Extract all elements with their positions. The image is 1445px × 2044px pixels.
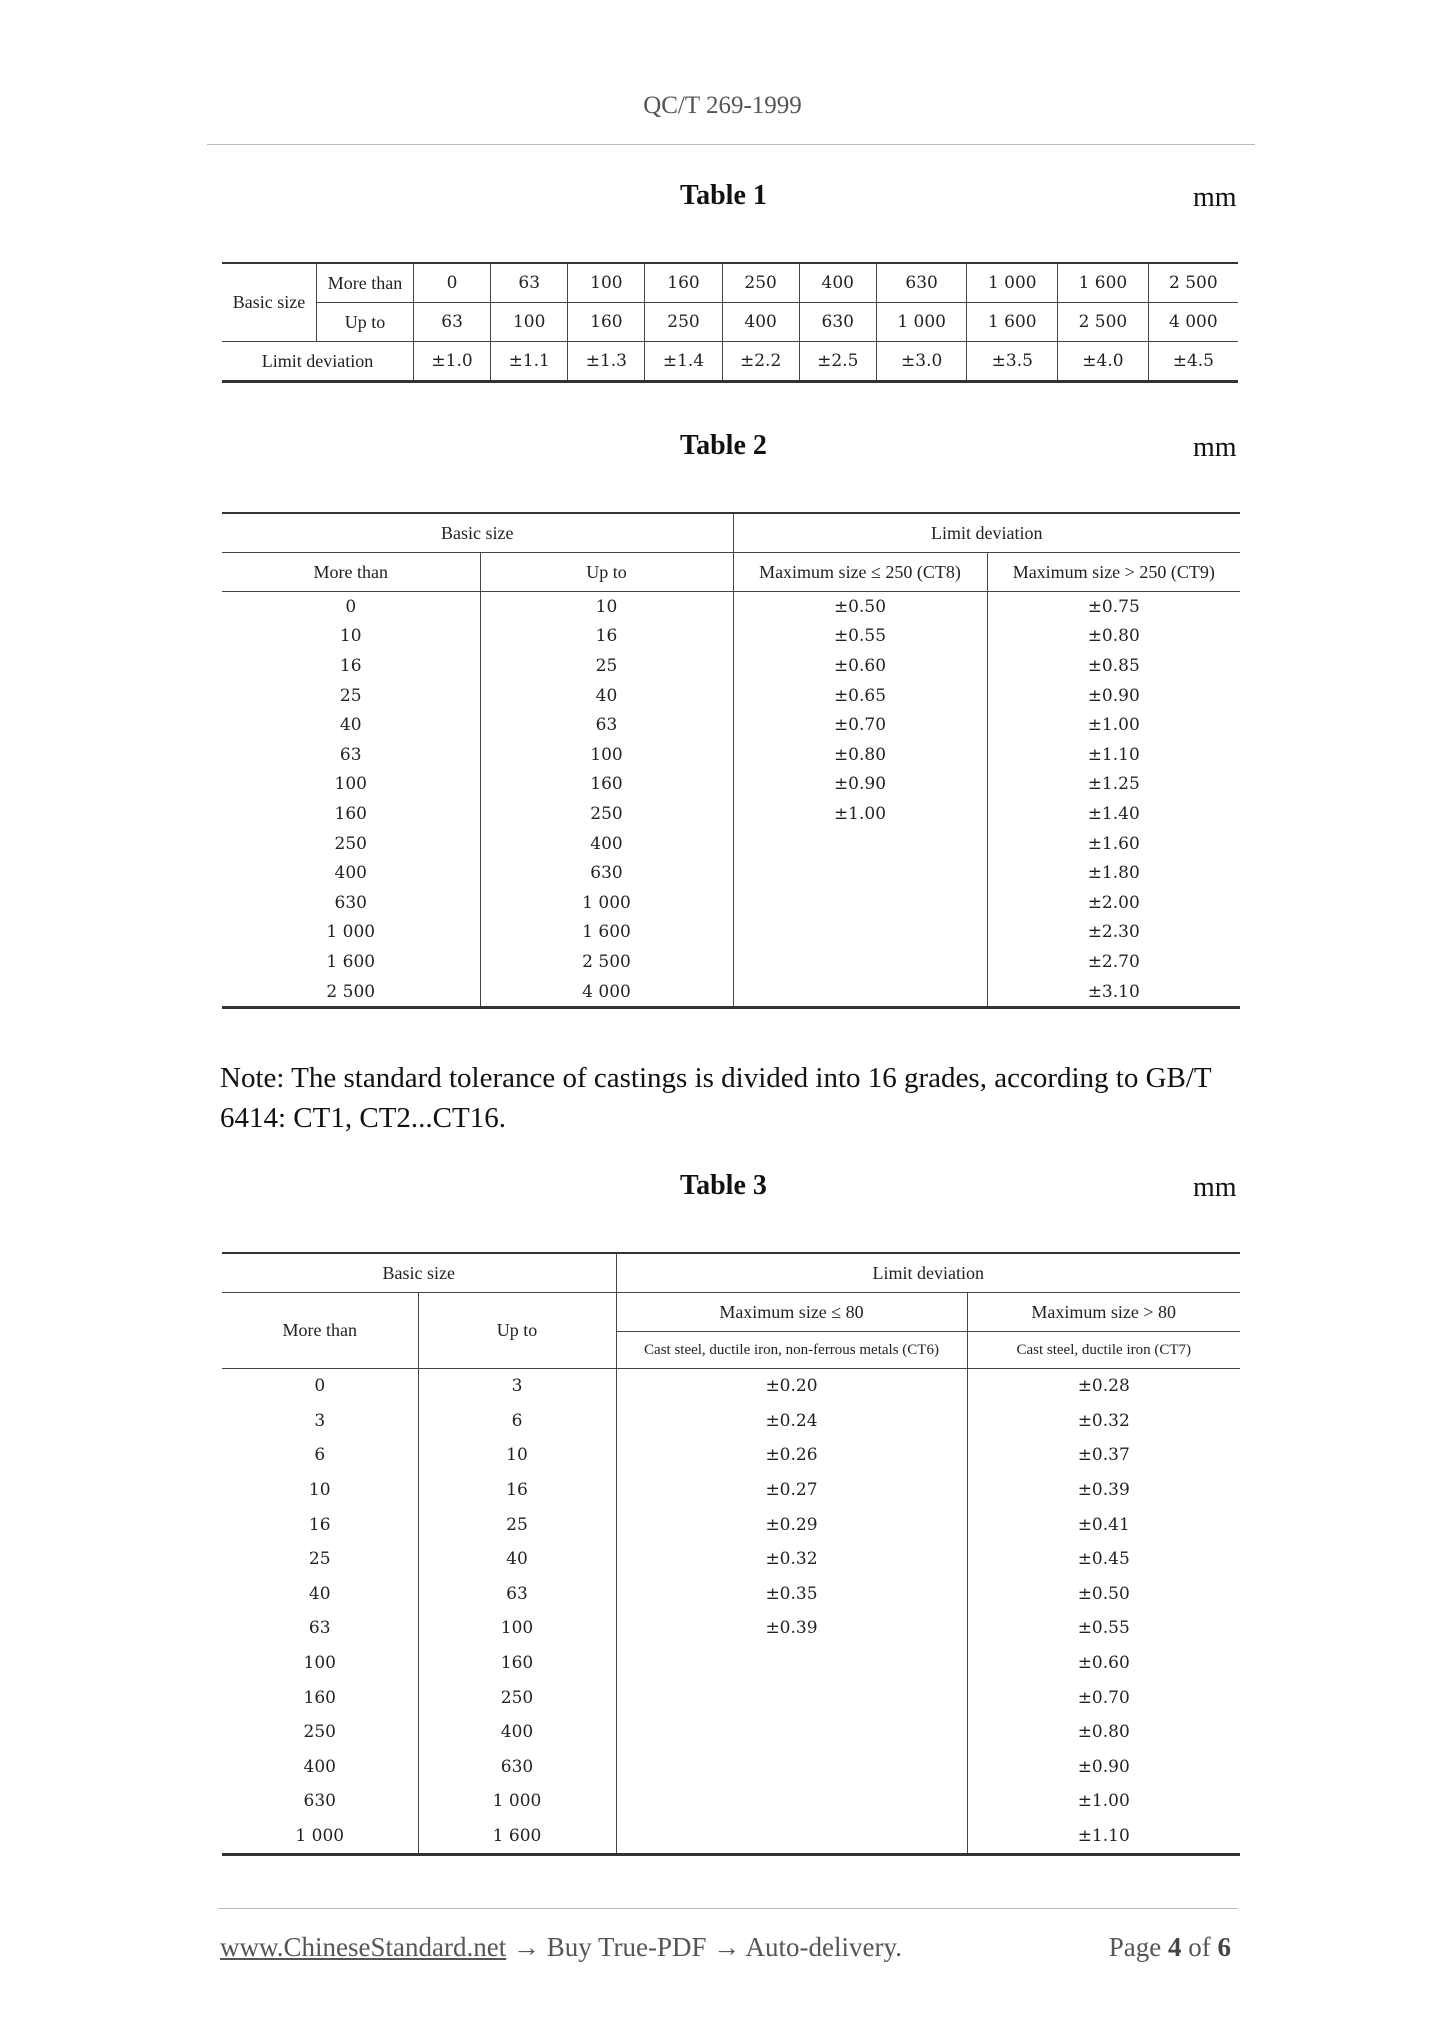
footer-rule bbox=[218, 1908, 1238, 1909]
table1-limit-cell: ±1.0 bbox=[414, 342, 491, 382]
up-to-cell: 25 bbox=[480, 651, 733, 681]
up-to-cell: 63 bbox=[418, 1577, 616, 1612]
ct9-deviation-cell: ±0.85 bbox=[987, 651, 1240, 681]
ct8-deviation-cell bbox=[733, 888, 987, 918]
table2-title: Table 2 bbox=[680, 430, 767, 461]
more-than-cell: 1 600 bbox=[326, 951, 376, 972]
table2-ct9-header: Maximum size > 250 (CT9) bbox=[987, 553, 1240, 592]
table-row bbox=[222, 888, 1240, 918]
table-row bbox=[222, 710, 1240, 740]
table1-up-to-label: Up to bbox=[317, 303, 414, 342]
table3 bbox=[222, 1252, 1240, 1856]
table-row bbox=[222, 1646, 1240, 1681]
table1-up-to-cell: 2 500 bbox=[1058, 303, 1149, 342]
up-to-cell: 100 bbox=[480, 740, 733, 770]
more-than-cell: 16 bbox=[339, 655, 362, 676]
table3-up-to-header: Up to bbox=[418, 1293, 616, 1369]
ct7-deviation-cell: ±0.90 bbox=[967, 1750, 1240, 1785]
ct6-deviation-cell: ±0.29 bbox=[616, 1507, 967, 1542]
more-than-cell: 0 bbox=[314, 1376, 326, 1397]
ct8-deviation-cell: ±0.65 bbox=[733, 681, 987, 711]
up-to-cell: 630 bbox=[418, 1750, 616, 1785]
ct6-deviation-cell bbox=[616, 1819, 967, 1855]
ct7-deviation-cell: ±0.55 bbox=[967, 1611, 1240, 1646]
table3-ct6-subheader: Cast steel, ductile iron, non-ferrous metals (CT6) bbox=[616, 1332, 967, 1369]
up-to-cell: 250 bbox=[480, 799, 733, 829]
chinesestandard-link[interactable]: www.ChineseStandard.net bbox=[220, 1932, 507, 1962]
table-row bbox=[222, 1369, 1240, 1404]
ct9-deviation-cell: ±1.10 bbox=[987, 740, 1240, 770]
table-row bbox=[222, 651, 1240, 681]
more-than-cell: 100 bbox=[334, 774, 367, 795]
table-row bbox=[222, 1784, 1240, 1819]
ct8-deviation-cell bbox=[733, 977, 987, 1008]
document-id: QC/T 269-1999 bbox=[643, 92, 802, 119]
table2-unit: mm bbox=[1193, 432, 1237, 463]
ct9-deviation-cell: ±2.70 bbox=[987, 947, 1240, 977]
table1-limit-cell: ±3.5 bbox=[967, 342, 1058, 382]
ct7-deviation-cell: ±0.70 bbox=[967, 1680, 1240, 1715]
ct9-deviation-cell: ±1.40 bbox=[987, 799, 1240, 829]
ct8-deviation-cell bbox=[733, 918, 987, 948]
table-row bbox=[222, 681, 1240, 711]
table1-up-to-cell: 160 bbox=[568, 303, 645, 342]
ct7-deviation-cell: ±0.41 bbox=[967, 1507, 1240, 1542]
up-to-cell: 10 bbox=[418, 1438, 616, 1473]
table3-ct7-subheader: Cast steel, ductile iron (CT7) bbox=[967, 1332, 1240, 1369]
table3-title: Table 3 bbox=[680, 1170, 767, 1201]
table1-limit-cell: ±1.4 bbox=[645, 342, 722, 382]
table1-up-to-cell: 1 000 bbox=[876, 303, 967, 342]
table2-body bbox=[222, 592, 1240, 1008]
ct8-deviation-cell: ±0.70 bbox=[733, 710, 987, 740]
table-row bbox=[222, 1542, 1240, 1577]
up-to-cell: 1 000 bbox=[418, 1784, 616, 1819]
table1-up-to-cell: 400 bbox=[722, 303, 799, 342]
table1-limit-cell: ±4.5 bbox=[1148, 342, 1238, 382]
table1-unit: mm bbox=[1193, 182, 1237, 213]
ct7-deviation-cell: ±0.60 bbox=[967, 1646, 1240, 1681]
ct7-deviation-cell: ±0.45 bbox=[967, 1542, 1240, 1577]
ct8-deviation-cell bbox=[733, 858, 987, 888]
up-to-cell: 16 bbox=[418, 1473, 616, 1508]
ct9-deviation-cell: ±1.80 bbox=[987, 858, 1240, 888]
table1-more-than-cell: 1 600 bbox=[1058, 263, 1149, 303]
more-than-cell: 630 bbox=[303, 1791, 336, 1812]
ct7-deviation-cell: ±1.10 bbox=[967, 1819, 1240, 1855]
table-row bbox=[222, 740, 1240, 770]
more-than-cell: 40 bbox=[339, 715, 362, 736]
footer-left bbox=[220, 1932, 902, 1963]
ct6-deviation-cell bbox=[616, 1784, 967, 1819]
up-to-cell: 40 bbox=[418, 1542, 616, 1577]
table1-limit-cell: ±4.0 bbox=[1058, 342, 1149, 382]
table3-over80-header: Maximum size > 80 bbox=[967, 1293, 1240, 1332]
more-than-cell: 63 bbox=[339, 744, 362, 765]
table2-limit-deviation-header: Limit deviation bbox=[733, 513, 1240, 553]
more-than-cell: 0 bbox=[345, 596, 357, 617]
table1-more-than-cell: 63 bbox=[491, 263, 568, 303]
table1 bbox=[222, 262, 1238, 383]
up-to-cell: 100 bbox=[418, 1611, 616, 1646]
up-to-cell: 4 000 bbox=[480, 977, 733, 1008]
table2 bbox=[222, 512, 1240, 1009]
ct6-deviation-cell bbox=[616, 1646, 967, 1681]
table-row bbox=[222, 1750, 1240, 1785]
more-than-cell: 25 bbox=[308, 1549, 331, 1570]
more-than-cell: 40 bbox=[308, 1583, 331, 1604]
table3-body bbox=[222, 1369, 1240, 1855]
more-than-cell: 250 bbox=[334, 833, 367, 854]
table-row bbox=[222, 947, 1240, 977]
up-to-cell: 10 bbox=[480, 592, 733, 622]
ct8-deviation-cell: ±0.60 bbox=[733, 651, 987, 681]
header-rule bbox=[207, 144, 1255, 145]
more-than-cell: 25 bbox=[339, 685, 362, 706]
table3-limit-deviation-header: Limit deviation bbox=[616, 1253, 1240, 1293]
ct9-deviation-cell: ±0.80 bbox=[987, 622, 1240, 652]
page-word: Page bbox=[1108, 1932, 1162, 1962]
table1-more-than-cell: 100 bbox=[568, 263, 645, 303]
table1-up-to-cell: 1 600 bbox=[967, 303, 1058, 342]
page-total: 6 bbox=[1217, 1932, 1231, 1962]
ct9-deviation-cell: ±3.10 bbox=[987, 977, 1240, 1008]
ct8-deviation-cell: ±0.90 bbox=[733, 770, 987, 800]
table1-up-to-cell: 100 bbox=[491, 303, 568, 342]
table1-limit-label: Limit deviation bbox=[222, 342, 414, 382]
table-row bbox=[222, 1577, 1240, 1612]
more-than-cell: 1 000 bbox=[326, 922, 376, 943]
up-to-cell: 2 500 bbox=[480, 947, 733, 977]
table3-unit: mm bbox=[1193, 1172, 1237, 1203]
ct7-deviation-cell: ±0.37 bbox=[967, 1438, 1240, 1473]
table1-limit-cell: ±1.3 bbox=[568, 342, 645, 382]
table1-title: Table 1 bbox=[680, 180, 767, 211]
table2-more-than-header: More than bbox=[222, 553, 480, 592]
more-than-cell: 400 bbox=[303, 1756, 336, 1777]
more-than-cell: 250 bbox=[303, 1722, 336, 1743]
up-to-cell: 1 600 bbox=[418, 1819, 616, 1855]
table1-more-than-cell: 400 bbox=[799, 263, 876, 303]
ct6-deviation-cell bbox=[616, 1680, 967, 1715]
table-row bbox=[222, 1611, 1240, 1646]
ct6-deviation-cell: ±0.39 bbox=[616, 1611, 967, 1646]
ct9-deviation-cell: ±2.00 bbox=[987, 888, 1240, 918]
table1-more-than-cell: 630 bbox=[876, 263, 967, 303]
ct8-deviation-cell bbox=[733, 829, 987, 859]
ct6-deviation-cell: ±0.32 bbox=[616, 1542, 967, 1577]
table-row bbox=[222, 1507, 1240, 1542]
ct6-deviation-cell: ±0.24 bbox=[616, 1404, 967, 1439]
ct9-deviation-cell: ±2.30 bbox=[987, 918, 1240, 948]
ct8-deviation-cell: ±0.50 bbox=[733, 592, 987, 622]
table2-basic-size-header: Basic size bbox=[222, 513, 733, 553]
more-than-cell: 1 000 bbox=[295, 1826, 345, 1847]
table1-limit-cell: ±2.2 bbox=[722, 342, 799, 382]
page-indicator bbox=[1109, 1932, 1231, 1963]
up-to-cell: 63 bbox=[480, 710, 733, 740]
table1-more-than-cell: 160 bbox=[645, 263, 722, 303]
ct7-deviation-cell: ±0.28 bbox=[967, 1369, 1240, 1404]
table-note: Note: The standard tolerance of castings is divided into 16 grades, according to GB/T 6414: CT1, CT2...CT16. bbox=[220, 1062, 1212, 1134]
of-word: of bbox=[1188, 1932, 1211, 1962]
table-row bbox=[222, 592, 1240, 622]
table2-up-to-header: Up to bbox=[480, 553, 733, 592]
up-to-cell: 40 bbox=[480, 681, 733, 711]
ct8-deviation-cell: ±1.00 bbox=[733, 799, 987, 829]
table-row bbox=[222, 1819, 1240, 1855]
table3-basic-size-header: Basic size bbox=[222, 1253, 616, 1293]
more-than-cell: 10 bbox=[308, 1480, 331, 1501]
table3-more-than-header: More than bbox=[222, 1293, 418, 1369]
table1-more-than-cell: 2 500 bbox=[1148, 263, 1238, 303]
table2-ct8-header: Maximum size ≤ 250 (CT8) bbox=[733, 553, 987, 592]
ct6-deviation-cell: ±0.20 bbox=[616, 1369, 967, 1404]
table-row bbox=[222, 1680, 1240, 1715]
table-row bbox=[222, 977, 1240, 1008]
table1-up-to-cell: 250 bbox=[645, 303, 722, 342]
more-than-cell: 160 bbox=[334, 803, 367, 824]
more-than-cell: 160 bbox=[303, 1687, 336, 1708]
table-row bbox=[222, 918, 1240, 948]
ct7-deviation-cell: ±0.32 bbox=[967, 1404, 1240, 1439]
more-than-cell: 3 bbox=[314, 1410, 326, 1431]
ct8-deviation-cell: ±0.55 bbox=[733, 622, 987, 652]
ct7-deviation-cell: ±1.00 bbox=[967, 1784, 1240, 1819]
up-to-cell: 1 000 bbox=[480, 888, 733, 918]
ct9-deviation-cell: ±1.00 bbox=[987, 710, 1240, 740]
ct9-deviation-cell: ±1.25 bbox=[987, 770, 1240, 800]
ct7-deviation-cell: ±0.80 bbox=[967, 1715, 1240, 1750]
table1-more-than-cell: 250 bbox=[722, 263, 799, 303]
table-row bbox=[222, 858, 1240, 888]
ct7-deviation-cell: ±0.39 bbox=[967, 1473, 1240, 1508]
up-to-cell: 160 bbox=[480, 770, 733, 800]
table1-more-than-cell: 0 bbox=[414, 263, 491, 303]
up-to-cell: 630 bbox=[480, 858, 733, 888]
table1-limit-cell: ±2.5 bbox=[799, 342, 876, 382]
up-to-cell: 160 bbox=[418, 1646, 616, 1681]
more-than-cell: 6 bbox=[314, 1445, 326, 1466]
up-to-cell: 400 bbox=[480, 829, 733, 859]
ct7-deviation-cell: ±0.50 bbox=[967, 1577, 1240, 1612]
up-to-cell: 1 600 bbox=[480, 918, 733, 948]
ct6-deviation-cell bbox=[616, 1750, 967, 1785]
ct9-deviation-cell: ±0.90 bbox=[987, 681, 1240, 711]
table-row bbox=[222, 1438, 1240, 1473]
up-to-cell: 25 bbox=[418, 1507, 616, 1542]
table-row bbox=[222, 770, 1240, 800]
table-row bbox=[222, 1404, 1240, 1439]
table1-up-to-cell: 63 bbox=[414, 303, 491, 342]
table1-up-to-cell: 630 bbox=[799, 303, 876, 342]
ct6-deviation-cell: ±0.35 bbox=[616, 1577, 967, 1612]
up-to-cell: 16 bbox=[480, 622, 733, 652]
table1-more-than-label: More than bbox=[317, 263, 414, 303]
page-number: 4 bbox=[1168, 1932, 1182, 1962]
more-than-cell: 10 bbox=[339, 626, 362, 647]
up-to-cell: 3 bbox=[418, 1369, 616, 1404]
table-row bbox=[222, 1473, 1240, 1508]
table-row bbox=[222, 799, 1240, 829]
ct8-deviation-cell: ±0.80 bbox=[733, 740, 987, 770]
up-to-cell: 400 bbox=[418, 1715, 616, 1750]
table1-basic-size-label: Basic size bbox=[222, 263, 317, 342]
table-row bbox=[222, 622, 1240, 652]
more-than-cell: 400 bbox=[334, 863, 367, 884]
up-to-cell: 250 bbox=[418, 1680, 616, 1715]
ct9-deviation-cell: ±0.75 bbox=[987, 592, 1240, 622]
ct8-deviation-cell bbox=[733, 947, 987, 977]
ct6-deviation-cell: ±0.26 bbox=[616, 1438, 967, 1473]
ct6-deviation-cell: ±0.27 bbox=[616, 1473, 967, 1508]
more-than-cell: 63 bbox=[308, 1618, 331, 1639]
table-row bbox=[222, 829, 1240, 859]
table1-up-to-cell: 4 000 bbox=[1148, 303, 1238, 342]
more-than-cell: 630 bbox=[334, 892, 367, 913]
up-to-cell: 6 bbox=[418, 1404, 616, 1439]
ct9-deviation-cell: ±1.60 bbox=[987, 829, 1240, 859]
table-row bbox=[222, 1715, 1240, 1750]
ct6-deviation-cell bbox=[616, 1715, 967, 1750]
footer-promo: → Buy True-PDF → Auto-delivery. bbox=[512, 1932, 902, 1962]
table1-limit-cell: ±3.0 bbox=[876, 342, 967, 382]
table1-limit-cell: ±1.1 bbox=[491, 342, 568, 382]
table1-more-than-cell: 1 000 bbox=[967, 263, 1058, 303]
more-than-cell: 2 500 bbox=[326, 981, 376, 1002]
more-than-cell: 100 bbox=[303, 1653, 336, 1674]
more-than-cell: 16 bbox=[308, 1514, 331, 1535]
table3-max80-header: Maximum size ≤ 80 bbox=[616, 1293, 967, 1332]
